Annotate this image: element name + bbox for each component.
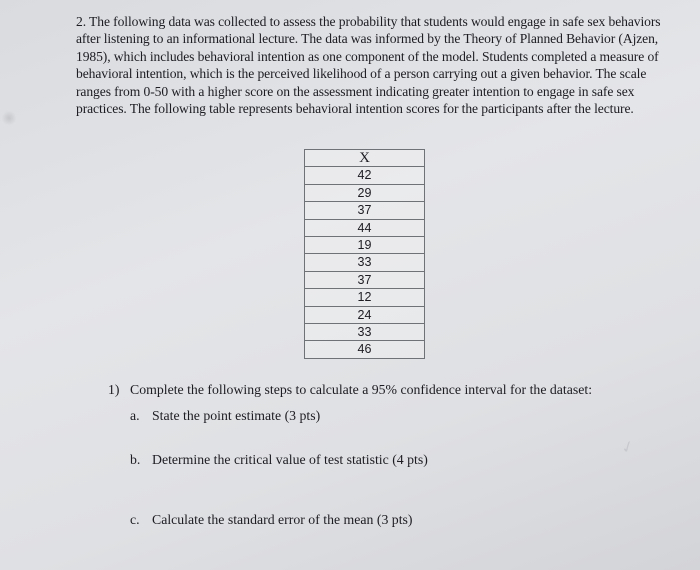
- table-cell: 19: [305, 237, 425, 254]
- table-header-x: X: [305, 150, 425, 167]
- table-row: [305, 184, 425, 201]
- table-cell: 29: [305, 184, 425, 201]
- question-1b-text: Determine the critical value of test statistic (4 pts): [152, 452, 428, 467]
- table-cell: 12: [305, 289, 425, 306]
- table-row: [305, 324, 425, 341]
- question-1a: [130, 407, 320, 425]
- pencil-mark-icon: ✓: [618, 435, 638, 459]
- table-cell: 44: [305, 219, 425, 236]
- table-cell: 46: [305, 341, 425, 358]
- data-table-container: [304, 149, 425, 359]
- table-row: [305, 167, 425, 184]
- table-header-row: [305, 150, 425, 167]
- table-cell: 33: [305, 254, 425, 271]
- question-1-number: 1): [108, 382, 120, 397]
- table-row: [305, 341, 425, 358]
- table-row: [305, 202, 425, 219]
- problem-statement: [76, 13, 666, 117]
- table-cell: 37: [305, 271, 425, 288]
- table-row: [305, 271, 425, 288]
- question-1: [108, 381, 592, 399]
- page-smudge: [2, 110, 16, 126]
- question-1c-text: Calculate the standard error of the mean (3 pts): [152, 512, 413, 527]
- question-1-text: Complete the following steps to calculate a 95% confidence interval for the dataset:: [130, 382, 593, 397]
- problem-statement-text: 2. The following data was collected to assess the probability that students would engage in safe sex behaviors after listening to an informational lecture. The data was informed by the Theory of Planned Behavior (Ajzen, 1985), which includes behavioral intention as one component of the model. Students completed a measure of behavioral intention, which is the perceived likelihood of a person carrying out a given behavior. The scale ranges from 0-50 with a higher score on the assessment indicating greater intention to engage in safe sex practices. The following table represents behavioral intention scores for the participants after the lecture.: [76, 14, 661, 117]
- question-1a-label: a.: [130, 408, 140, 423]
- data-table: [304, 149, 425, 359]
- table-row: [305, 237, 425, 254]
- question-1a-text: State the point estimate (3 pts): [152, 408, 321, 423]
- question-1c: [130, 511, 413, 529]
- table-row: [305, 289, 425, 306]
- table-cell: 24: [305, 306, 425, 323]
- table-cell: 37: [305, 202, 425, 219]
- table-row: [305, 254, 425, 271]
- table-cell: 33: [305, 324, 425, 341]
- question-1c-label: c.: [130, 512, 140, 527]
- table-cell: 42: [305, 167, 425, 184]
- table-row: [305, 219, 425, 236]
- question-1b-label: b.: [130, 452, 141, 467]
- question-1b: [130, 451, 428, 469]
- table-row: [305, 306, 425, 323]
